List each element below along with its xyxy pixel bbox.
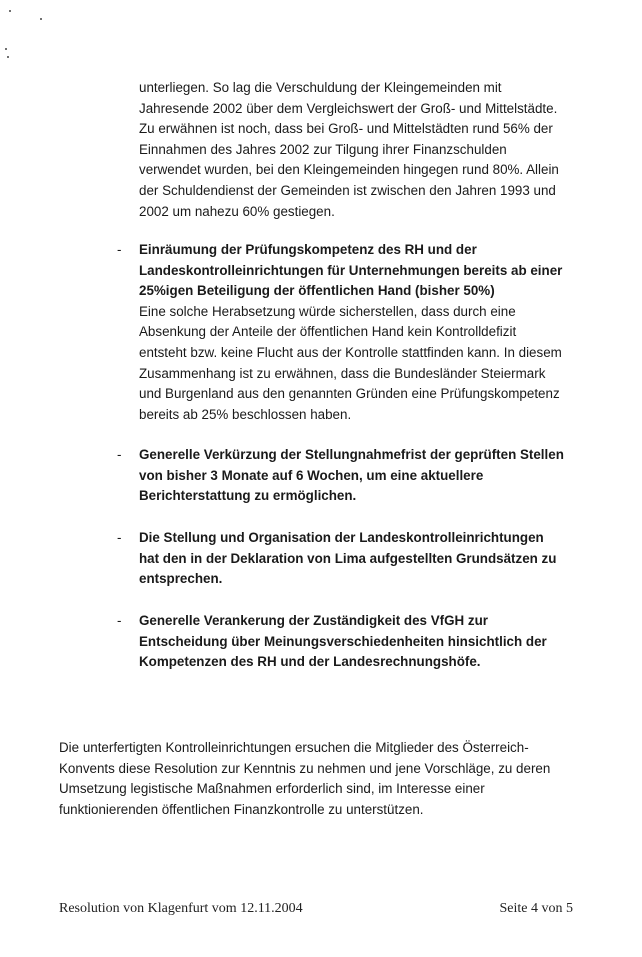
footer-page-number: Seite 4 von 5 (499, 901, 573, 916)
bullet-heading-line: Berichterstattung zu ermöglichen. (139, 488, 357, 504)
bullet-dash: - (117, 530, 122, 545)
bullet-heading-line: Einräumung der Prüfungskompetenz des RH und der (139, 242, 477, 257)
scan-speck (40, 18, 42, 20)
bullet-heading-line: entsprechen. (139, 571, 223, 587)
bullet-heading (139, 240, 605, 302)
intro-paragraph (139, 78, 599, 222)
intro-line: unterliegen. So lag die Verschuldung der Kleingemeinden mit (139, 80, 502, 95)
intro-line: verwendet wurden, bei den Kleingemeinden hingegen rund 80%. Allein (139, 162, 559, 178)
scan-speck (7, 56, 9, 58)
bullet-heading-line: Die Stellung und Organisation der Landeskontrolleinrichtungen (139, 530, 544, 545)
footer-document-title: Resolution von Klagenfurt vom 12.11.2004 (59, 901, 303, 916)
closing-line: Die unterfertigten Kontrolleinrichtungen ersuchen die Mitglieder des Österreich- (59, 740, 529, 755)
closing-line: Konvents diese Resolution zur Kenntnis zu nehmen und jene Vorschläge, zu deren (59, 760, 551, 776)
scan-speck (9, 10, 11, 12)
bullet-heading-line: von bisher 3 Monate auf 6 Wochen, um eine aktuellere (139, 467, 484, 483)
bullet-body-line: bereits ab 25% beschlossen haben. (139, 406, 352, 422)
scan-speck (5, 48, 7, 50)
bullet-body-line: Eine solche Herabsetzung würde sicherstellen, dass durch eine (139, 303, 516, 319)
intro-line: Zu erwähnen ist noch, dass bei Groß- und Mittelstädten rund 56% der (139, 121, 553, 137)
closing-line: Umsetzung legistische Maßnahmen erforderlich sind, im Interesse einer (59, 781, 485, 797)
bullet-heading (139, 528, 605, 590)
bullet-heading-line: Entscheidung über Meinungsverschiedenheiten hinsichtlich der (139, 633, 547, 649)
bullet-heading-line: Generelle Verankerung der Zuständigkeit des VfGH zur (139, 613, 488, 628)
closing-line: funktionierenden öffentlichen Finanzkontrolle zu unterstützen. (59, 801, 424, 817)
intro-line: 2002 um nahezu 60% gestiegen. (139, 203, 335, 219)
bullet-body-line: und Burgenland aus den genannten Gründen eine Prüfungskompetenz (139, 386, 560, 402)
bullet-heading-line: hat den in der Deklaration von Lima aufgestellten Grundsätzen zu (139, 550, 557, 566)
bullet-heading-line: 25%igen Beteiligung der öffentlichen Hand (bisher 50%) (139, 283, 495, 299)
intro-line: Einnahmen des Jahres 2002 zur Tilgung ihrer Finanzschulden (139, 141, 507, 157)
bullet-dash: - (117, 242, 122, 257)
bullet-heading-line: Landeskontrolleinrichtungen für Unternehmungen bereits ab einer (139, 262, 563, 278)
bullet-body (139, 302, 605, 426)
bullet-body-line: Absenkung der Anteile der öffentlichen Hand kein Kontrolldefizit (139, 324, 517, 340)
intro-line: Jahresende 2002 über dem Vergleichswert der Groß- und Mittelstädte. (139, 100, 558, 116)
bullet-body-line: entsteht bzw. keine Flucht aus der Kontrolle stattfinden kann. In diesem (139, 344, 562, 360)
closing-paragraph (59, 738, 599, 820)
bullet-heading (139, 445, 605, 507)
intro-line: der Schuldendienst der Gemeinden ist zwischen den Jahren 1993 und (139, 182, 556, 198)
bullet-heading-line: Kompetenzen des RH und der Landesrechnungshöfe. (139, 654, 481, 670)
bullet-heading-line: Generelle Verkürzung der Stellungnahmefrist der geprüften Stellen (139, 447, 564, 462)
bullet-dash: - (117, 613, 122, 628)
bullet-dash: - (117, 447, 122, 462)
bullet-heading (139, 611, 605, 673)
bullet-body-line: Zusammenhang ist zu erwähnen, dass die Bundesländer Steiermark (139, 365, 546, 381)
